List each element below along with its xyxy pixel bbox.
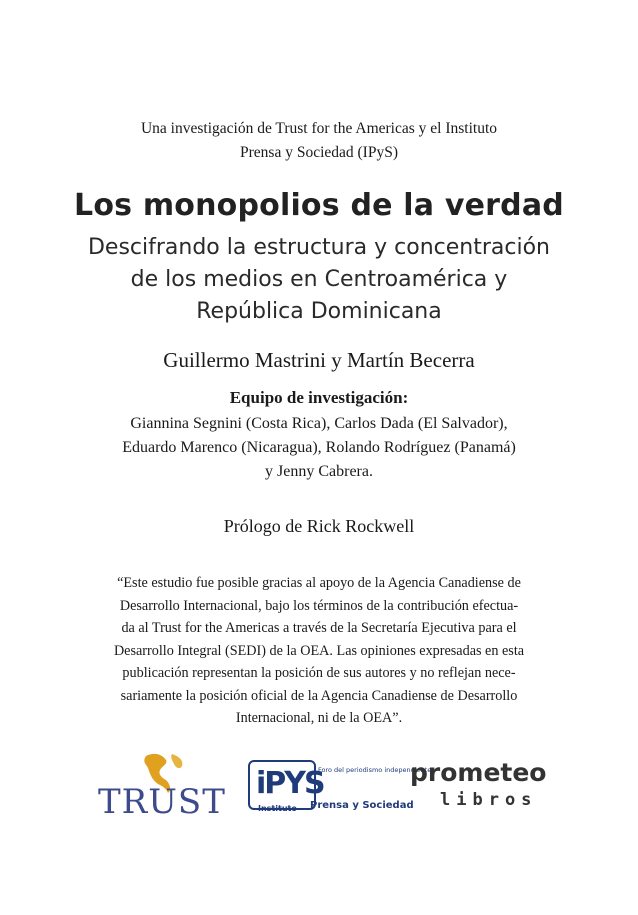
ipys-name: Prensa y Sociedad [310,800,414,811]
team-line: y Jenny Cabrera. [265,463,373,480]
team-heading: Equipo de investigación: [229,388,409,407]
prometeo-libros: libros [440,790,538,810]
note-line: Desarrollo Internacional, bajo los términos de la contribución efectua- [119,597,519,614]
trust-wordmark: TRUST [98,782,226,822]
team-line: Eduardo Marenco (Nicaragua), Rolando Rodríguez (Panamá) [122,439,516,456]
prometeo-wordmark: prometeo [410,758,547,787]
note-line: publicación representan la posición de sus autores y no reflejan nece- [122,665,516,681]
trust-logo [92,746,226,826]
ipys-tagline: Foro del periodismo independiente [318,766,432,774]
prologue: Prólogo de Rick Rockwell [223,516,415,536]
subtitle-line: de los medios en Centroamérica y [130,267,508,292]
team-line: Giannina Segnini (Costa Rica), Carlos Dada (El Salvador), [130,415,508,432]
logo-row [0,738,638,828]
note-line: Desarrollo Integral (SEDI) de la OEA. Las opiniones expresadas en esta [113,642,525,659]
authors: Guillermo Mastrini y Martín Becerra [163,348,475,372]
note-line: sariamente la posición oficial de la Agencia Canadiense de Desarrollo [120,687,518,704]
intro-text [0,117,638,165]
ipys-mark: iPYS [256,766,324,801]
intro-line: Prensa y Sociedad (IPyS) [240,144,398,161]
subtitle-line: Descifrando la estructura y concentración [87,235,550,260]
ipys-institute: Instituto [258,804,297,813]
note-line: da al Trust for the Americas a través de la Secretaría Ejecutiva para el [121,620,517,636]
ipys-logo [248,754,432,824]
subtitle-line: República Dominicana [196,299,442,324]
prometeo-logo [410,756,560,816]
ipys-emblem [248,760,324,810]
intro-line: Una investigación de Trust for the Americas y el Instituto [140,120,497,137]
team-members [0,412,638,484]
book-subtitle [0,232,638,328]
funding-note [0,572,638,730]
note-line: Internacional, ni de la OEA”. [235,710,403,726]
book-title: Los monopolios de la verdad [74,188,564,223]
note-line: “Este estudio fue posible gracias al apoyo de la Agencia Canadiense de [117,575,521,591]
